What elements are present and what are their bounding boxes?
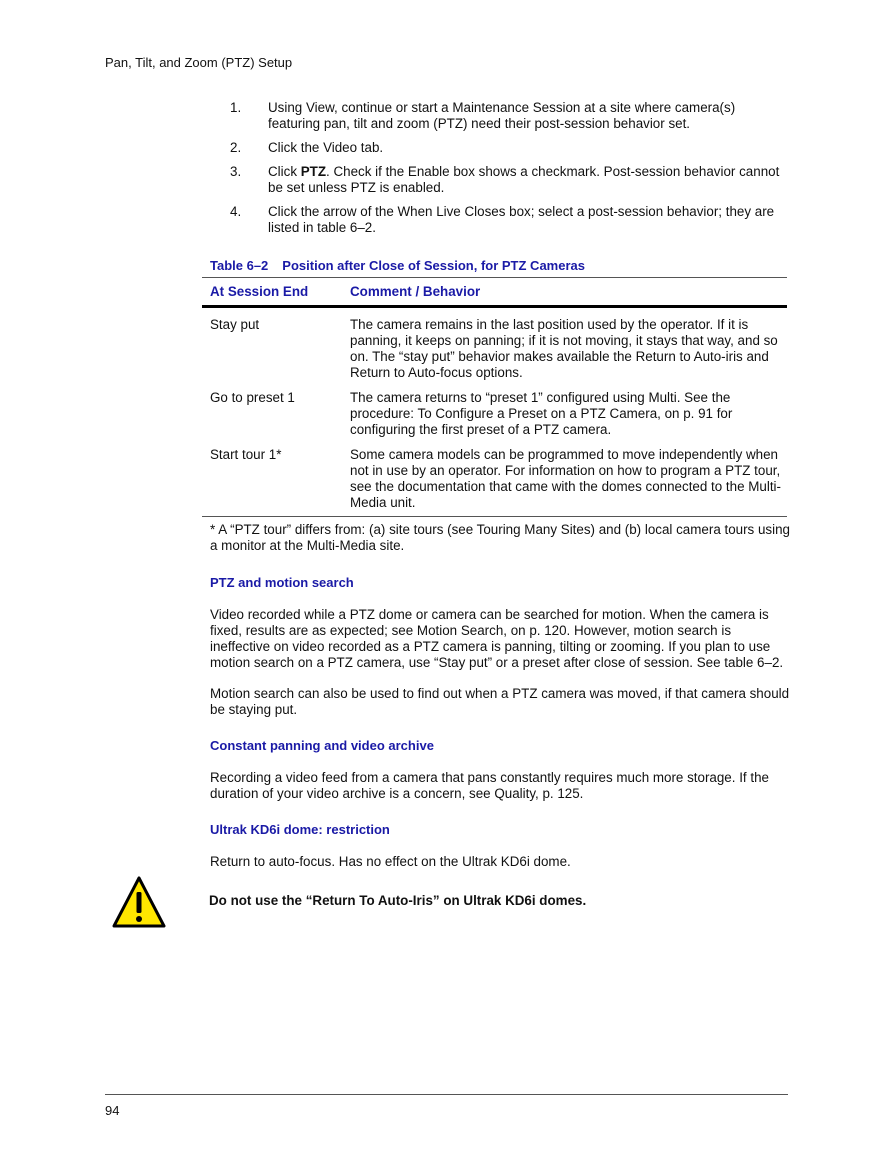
paragraph: Return to auto-focus. Has no effect on the Ultrak KD6i dome.: [210, 854, 571, 869]
warning-text: Do not use the “Return To Auto-Iris” on Ultrak KD6i domes.: [209, 893, 587, 908]
page-number: 94: [105, 1103, 120, 1118]
step-item: [230, 100, 790, 132]
table-row: [202, 447, 787, 511]
step-text: [268, 164, 790, 196]
paragraph: Motion search can also be used to find out when a PTZ camera was moved, if that camera should be staying put.: [210, 686, 790, 717]
step-text-post: . Check if the Enable box shows a checkmark. Post-session behavior cannot be set unless PTZ is enabled.: [268, 164, 780, 195]
table-caption-number: Table 6–2: [210, 258, 269, 273]
section-heading-ptz-motion: PTZ and motion search: [210, 575, 354, 590]
footer-rule: [105, 1094, 788, 1095]
step-text-bold: PTZ: [300, 164, 327, 179]
table-caption: [210, 258, 585, 273]
step-item: [230, 204, 790, 236]
paragraph: Video recorded while a PTZ dome or camera can be searched for motion. When the camera is fixed, results are as expected; see Motion Search, on p. 120. However, motion search is ineffective on video recorded as a PTZ camera is panning, tilting or zooming. If you plan to use motion search on a PTZ camera, use “Stay put” or a preset after close of session. See table 6–2.: [210, 607, 784, 670]
step-item: [230, 140, 790, 156]
cell-session-end: Go to preset 1: [210, 390, 295, 405]
step-text: Click the arrow of the When Live Closes box; select a post-session behavior; they are listed in table 6–2.: [268, 204, 775, 235]
table-row: [202, 317, 787, 381]
cell-session-end: Start tour 1*: [210, 447, 282, 462]
step-text: Click the Video tab.: [268, 140, 384, 155]
table-footnote: * A “PTZ tour” differs from: (a) site tours (see Touring Many Sites) and (b) local camera tours using a monitor at the Multi-Media site.: [210, 522, 790, 553]
step-number: 2.: [230, 140, 242, 155]
running-head: Pan, Tilt, and Zoom (PTZ) Setup: [105, 55, 293, 70]
step-item: [230, 164, 790, 196]
step-text: Using View, continue or start a Maintenance Session at a site where camera(s) featuring pan, tilt and zoom (PTZ) need their post-session behavior set.: [268, 100, 736, 131]
step-number: 3.: [230, 164, 242, 179]
warning-triangle-icon: [112, 875, 166, 929]
column-header-comment: Comment / Behavior: [350, 284, 481, 299]
cell-comment: The camera remains in the last position used by the operator. If it is panning, it keeps on panning; if it is not moving, it stays that way, and so on. The “stay put” behavior makes available the Return to Auto-iris and Return to Auto-focus options.: [350, 317, 778, 380]
cell-comment: Some camera models can be programmed to move independently when not in use by an operator. For information on how to program a PTZ tour, see the documentation that came with the domes connected to the Multi-Media unit.: [350, 447, 781, 510]
table-row: [202, 390, 787, 438]
section-heading-ultrak: Ultrak KD6i dome: restriction: [210, 822, 390, 837]
step-list: [230, 100, 790, 244]
behavior-table: [202, 277, 787, 517]
column-header-session-end: At Session End: [210, 284, 309, 299]
step-text-pre: Click: [268, 164, 301, 179]
section-heading-panning: Constant panning and video archive: [210, 738, 434, 753]
step-number: 1.: [230, 100, 242, 115]
table-bottom-rule: [202, 516, 787, 517]
cell-session-end: Stay put: [210, 317, 260, 332]
step-number: 4.: [230, 204, 242, 219]
table-caption-title: Position after Close of Session, for PTZ Cameras: [282, 258, 585, 273]
cell-comment: The camera returns to “preset 1” configured using Multi. See the procedure: To Configure a Preset on a PTZ Camera, on p. 91 for configuring the first preset of a PTZ camera.: [350, 390, 733, 437]
table-header-row: [202, 277, 787, 308]
paragraph: Recording a video feed from a camera that pans constantly requires much more storage. If the duration of your video archive is a concern, see Quality, p. 125.: [210, 770, 769, 801]
